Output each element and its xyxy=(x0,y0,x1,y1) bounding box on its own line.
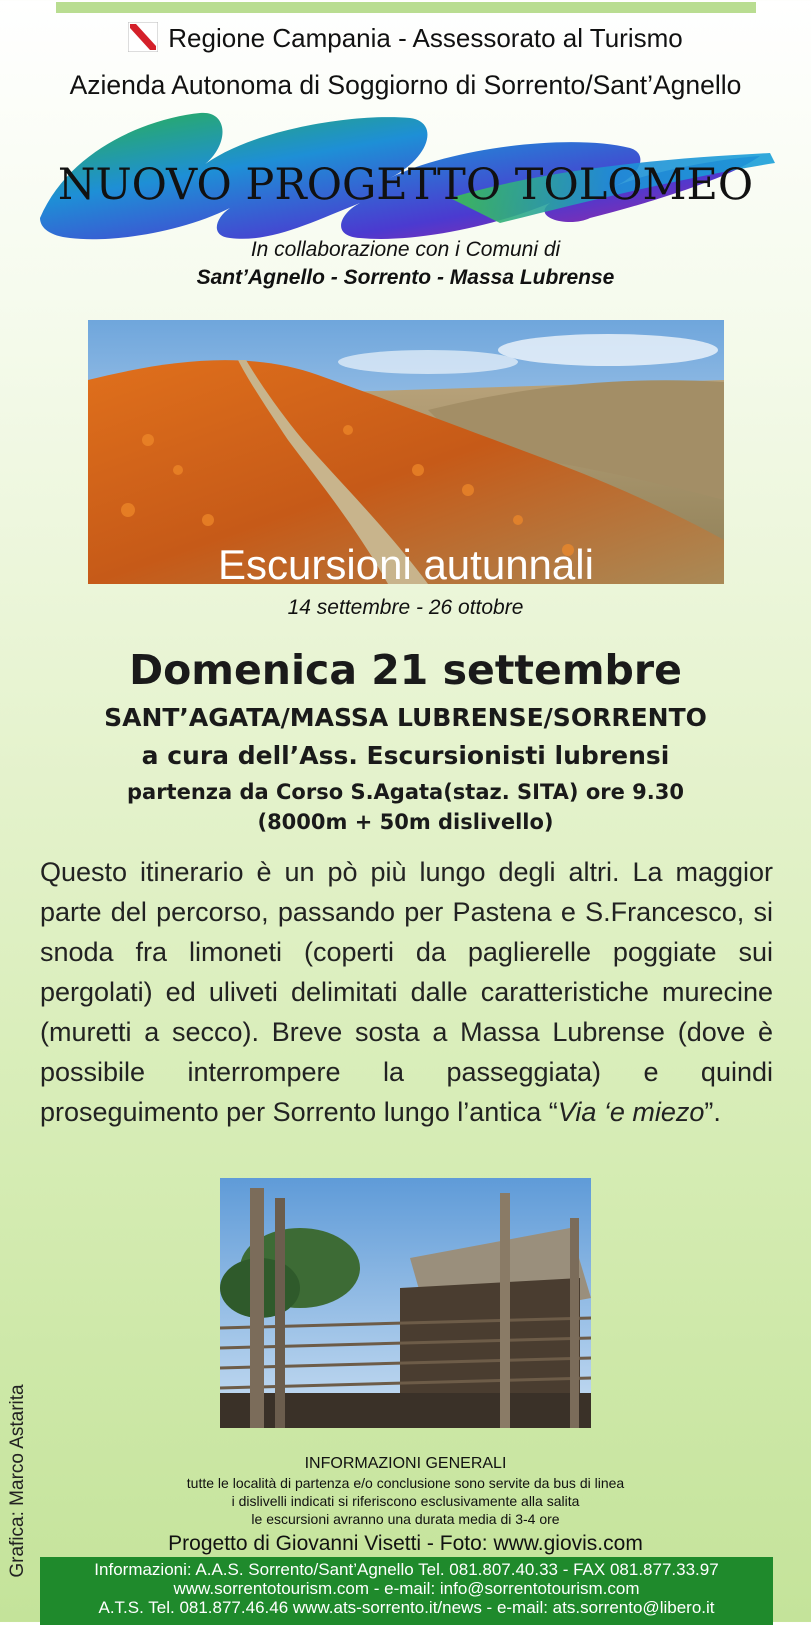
municipalities-text: Sant’Agnello - Sorrento - Massa Lubrense xyxy=(196,266,615,289)
series-name: Escursioni autunnali xyxy=(218,542,594,584)
event-organizer: a cura dell’Ass. Escursionisti lubrensi xyxy=(141,741,670,770)
region-header xyxy=(0,22,811,54)
footer-line: A.T.S. Tel. 081.877.46.46 www.ats-sorrento.it/news - e-mail: ats.sorrento@libero.it xyxy=(98,1598,715,1617)
description-text: Questo itinerario è un pò più lungo degli altri. La maggior parte del percorso, passando per Pastena e S.Francesco, si snoda fra limoneti (coperti da paglierelle poggiate sui pergolati) ed uliveti delimitati dalle caratteristiche murecine (muretti a secco). Breve sosta a Massa Lubrense (dove è possibile interrompere la passeggiata) e quindi proseguimento per Sorrento lungo l’antica “ xyxy=(40,857,773,1127)
footer-line: Informazioni: A.A.S. Sorrento/Sant’Agnello Tel. 081.807.40.33 - FAX 081.877.33.97 xyxy=(94,1560,719,1579)
wooden-hut-photo xyxy=(220,1178,591,1428)
contact-footer xyxy=(40,1557,773,1625)
description-end: ”. xyxy=(704,1097,721,1127)
event-day: Domenica 21 settembre xyxy=(129,646,682,694)
project-credits: Progetto di Giovanni Visetti - Foto: www.giovis.com xyxy=(168,1532,643,1555)
info-line: i dislivelli indicati si riferiscono esclusivamente alla salita xyxy=(231,1493,580,1509)
event-elevation: (8000m + 50m dislivello) xyxy=(257,810,554,834)
itinerary-description xyxy=(40,852,773,1132)
graphics-credit: Grafica: Marco Astarita xyxy=(7,1384,28,1578)
footer-line: www.sorrentotourism.com - e-mail: info@sorrentotourism.com xyxy=(173,1579,640,1598)
info-line: tutte le località di partenza e/o conclusione sono servite da bus di linea xyxy=(186,1475,625,1491)
agency-name: Azienda Autonoma di Soggiorno di Sorrento/Sant’Agnello xyxy=(69,70,742,100)
project-title: NUOVO PROGETTO TOLOMEO xyxy=(57,160,754,210)
top-decorative-bar xyxy=(56,2,756,13)
event-route: SANT’AGATA/MASSA LUBRENSE/SORRENTO xyxy=(104,703,707,732)
region-text: Regione Campania - Assessorato al Turismo xyxy=(168,23,683,53)
info-title: INFORMAZIONI GENERALI xyxy=(304,1455,507,1472)
info-line: le escursioni avranno una durata media di 3-4 ore xyxy=(251,1511,560,1527)
collaboration-text: In collaborazione con i Comuni di xyxy=(250,238,561,261)
series-dates: 14 settembre - 26 ottobre xyxy=(287,596,524,619)
regione-campania-flag-icon xyxy=(128,22,158,52)
event-start: partenza da Corso S.Agata(staz. SITA) ore 9.30 xyxy=(127,780,684,804)
description-emphasis: Via ‘e miezo xyxy=(557,1097,705,1127)
